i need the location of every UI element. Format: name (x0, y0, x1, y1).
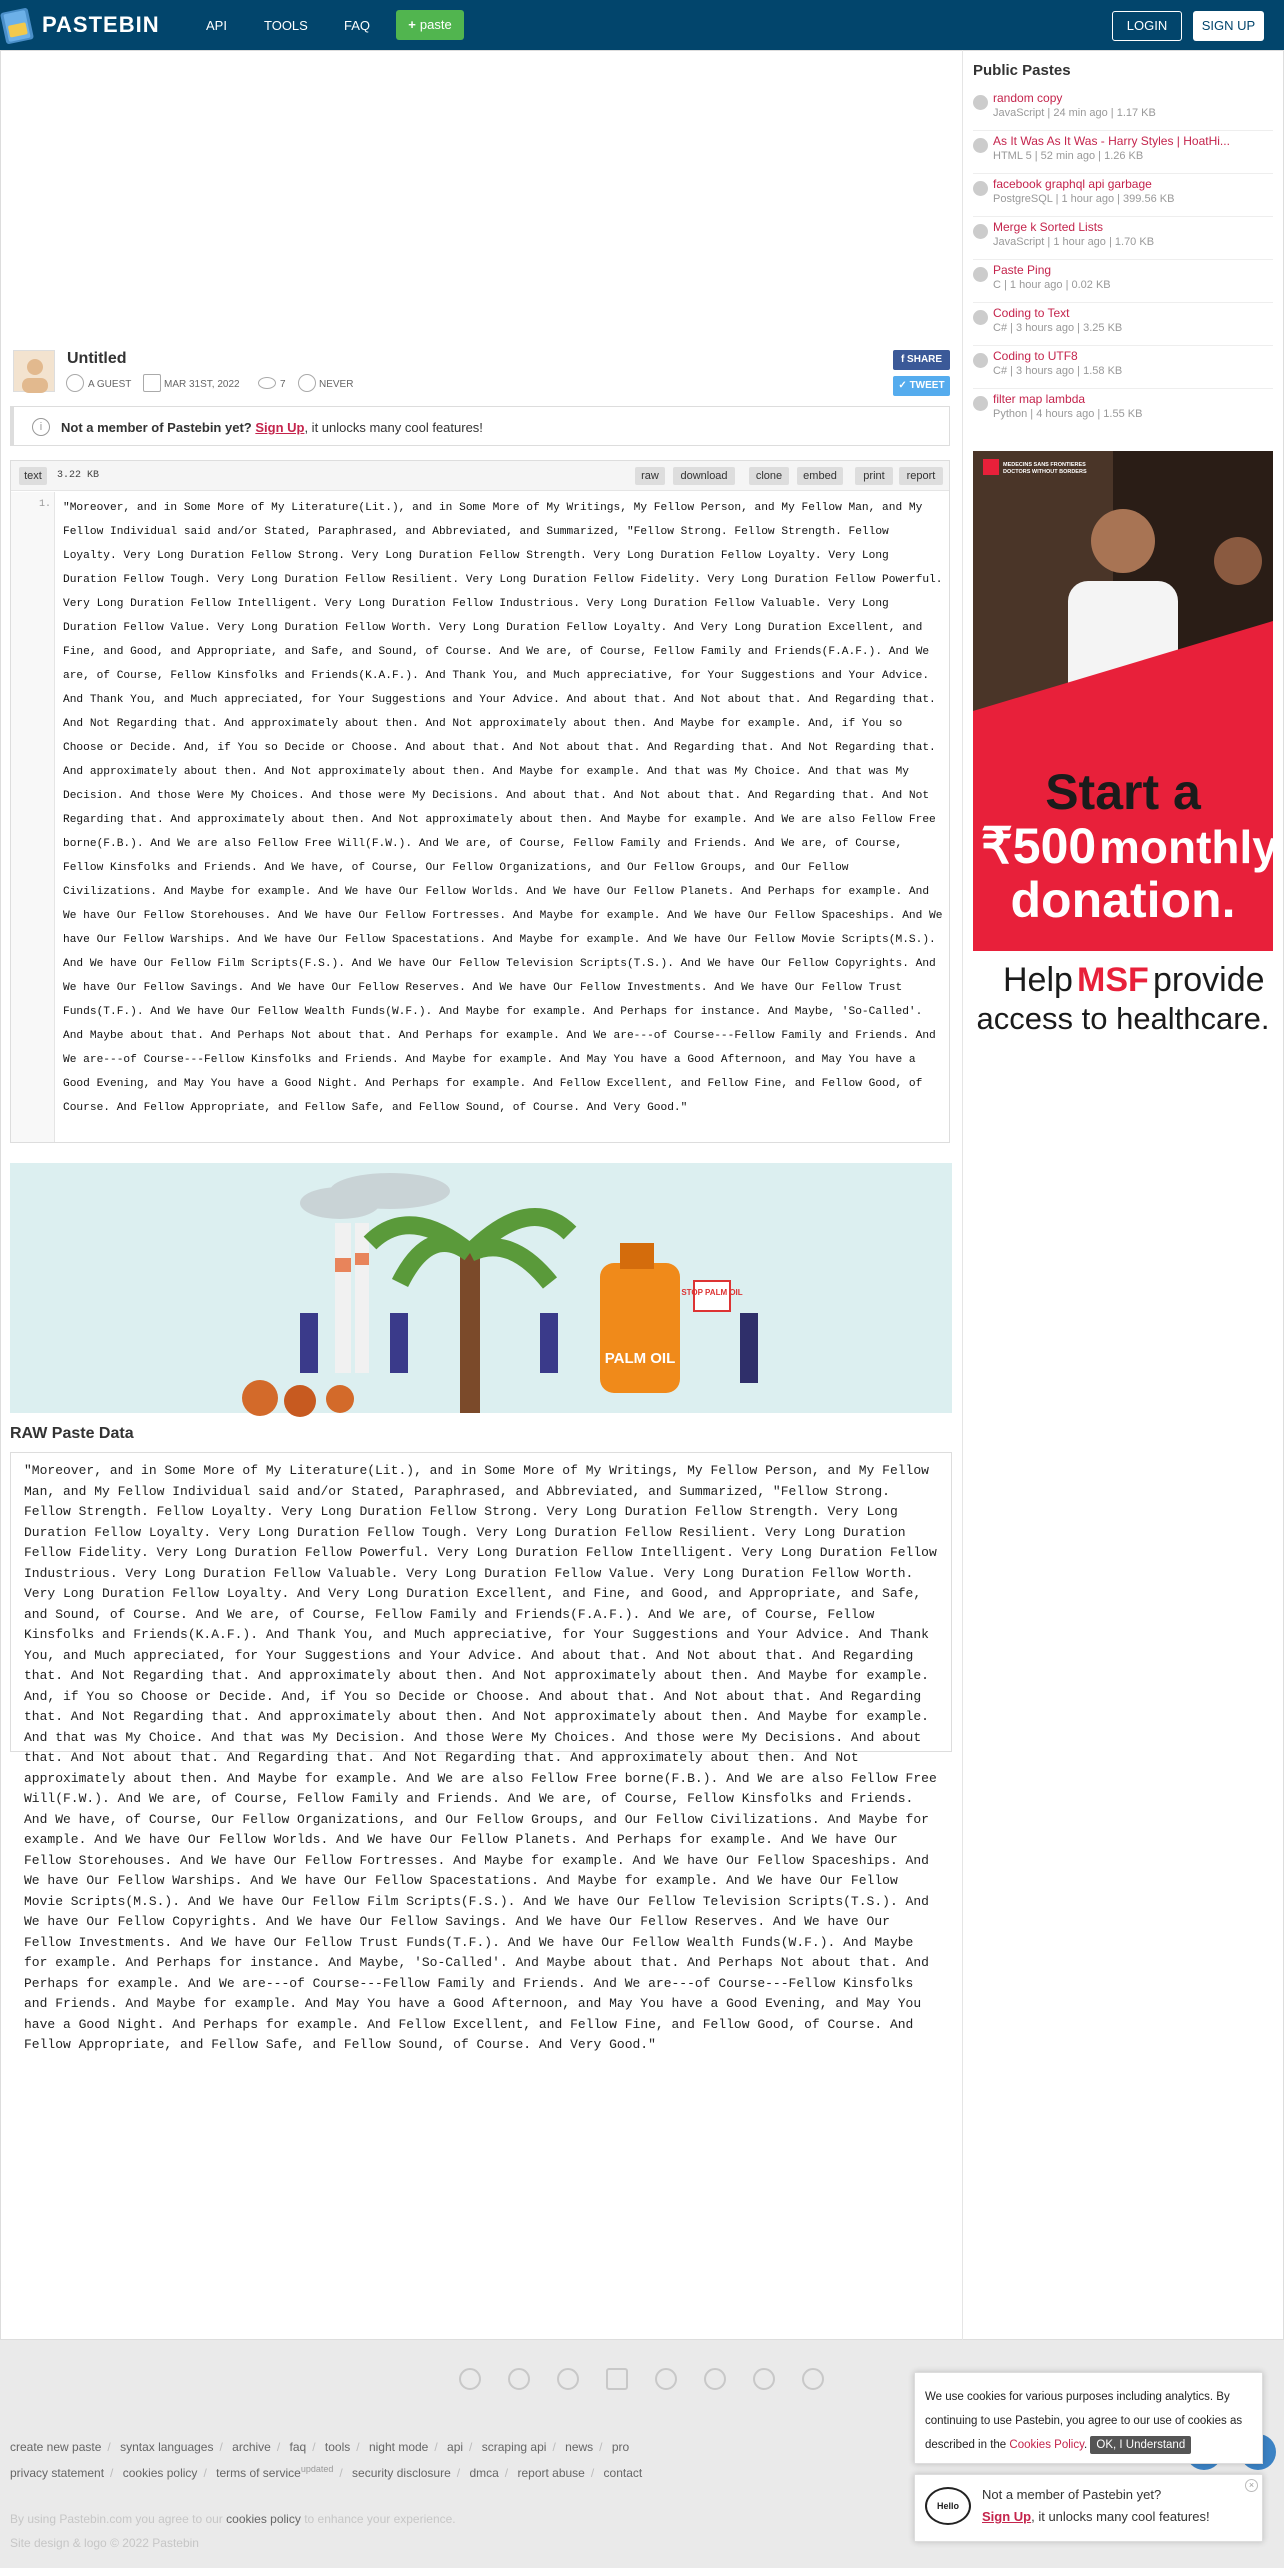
public-paste-name[interactable]: filter map lambda (993, 392, 1086, 406)
paste-content[interactable]: "Moreover, and in Some More of My Literature(Lit.), and in Some More of My Writings, My Fellow Person, and My Fellow Man, and My Fellow Individual said and/or Stated, Paraphrased, and Abbreviated, and Summarized, "Fellow Strong. Fellow Strength. Fellow Loyalty. Very Long Duration Fellow Strong. Very Long Duration Fellow Strength. Very Long Duration Fellow Loyalty. Very Long Duration Fellow Tough. Very Long Duration Fellow Resilient. Very Long Duration Fellow Fidelity. Very Long Duration Fellow Powerful. Very Long Duration Fellow Intelligent. Very Long Duration Fellow Industrious. Very Long Duration Fellow Valuable. Very Long Duration Fellow Value. Very Long Duration Fellow Worth. Very Long Duration Fellow Loyalty. And Very Long Duration Excellent, and Fine, and Good, and Appropriate, and Safe, and Sound, of Course. And We are, of Course, Fellow Family and Friends(F.A.F.). And We are, of Course, Fellow Kinsfolks and Friends(K.A.F.). And Thank You, and Much appreciative, for Your Suggestions and Your Advice. And Thank You, and Much appreciated, for Your Suggestions and Your Advice. And about that. And Not about that. And Regarding that. And Not Regarding that. And approximately about then. And Not approximately about then. And Maybe for example. And, if You so Choose or Decide. And, if You so Decide or Choose. And about that. And Not about that. And Regarding that. And Not Regarding that. And approximately about then. And Not approximately about then. And Maybe for example. And that was My Choice. And that was My Decision. And those Were My Choices. And those were My Decisions. And about that. And Not about that. And Regarding that. And Not Regarding that. And approximately about then. And Not approximately about then. And Maybe for example. And We are also Fellow Free borne(F.B.). And We are also Fellow Free Will(F.W.). And We are, of Course, Fellow Family and Friends. And We are, of Course, Fellow Kinsfolks and Friends. And We have, of Course, Our Fellow Organizations, and Our Fellow Groups, and Our Fellow Civilizations. And Maybe for example. And We have Our Fellow Worlds. And We have Our Fellow Planets. And Perhaps for example. And We have Our Fellow Storehouses. And We have Our Fellow Fortresses. And Maybe for example. And We have Our Fellow Spaceships. And We have Our Fellow Warships. And We have Our Fellow Spacestations. And Maybe for example. And We have Our Fellow Movie Scripts(M.S.). And We have Our Fellow Film Scripts(F.S.). And We have Our Fellow Television Scripts(T.S.). And We have Our Fellow Copyrights. And We have Our Fellow Savings. And We have Our Fellow Reserves. And We have Our Fellow Investments. And We have Our Fellow Trust Funds(T.F.). And We have Our Fellow Wealth Funds(W.F.). And Maybe for example. And Perhaps for instance. And Maybe, 'So-Called'. And Maybe about that. And Perhaps Not about that. And Perhaps for example. And We are---of Course---Fellow Family and Friends. And We are---of Course---Fellow Kinsfolks and Friends. And Maybe for example. And May You have a Good Afternoon, and May You have a Good Evening, and May You have a Good Night. And Perhaps for example. And Fellow Excellent, and Fellow Fine, and Fellow Good, of Course. And Fellow Appropriate, and Fellow Safe, and Fellow Sound, of Course. And Very Good." (63, 502, 943, 1114)
paste-author[interactable]: A GUEST (88, 379, 132, 390)
public-paste-meta: PostgreSQL | 1 hour ago | 399.56 KB (993, 193, 1175, 205)
embed-button[interactable]: embed (797, 467, 843, 485)
download-button[interactable]: download (673, 467, 735, 485)
raw-button[interactable]: raw (635, 467, 665, 485)
eye-icon (258, 377, 276, 389)
ad-org-line2: DOCTORS WITHOUT BORDERS (1003, 469, 1087, 475)
hello-bubble-icon: Hello (925, 2487, 971, 2525)
msf-donation-ad[interactable] (973, 451, 1278, 1036)
paste-globe-icon (973, 396, 988, 411)
nav-api[interactable]: API (206, 18, 227, 33)
public-paste-name[interactable]: As It Was As It Was - Harry Styles | HoatHi... (993, 134, 1230, 148)
signup-button[interactable]: SIGN UP (1193, 11, 1264, 41)
footer-link-terms-of-service[interactable]: terms of service (216, 2466, 301, 2480)
login-button[interactable]: LOGIN (1112, 11, 1182, 41)
notice-lead: Not a member of Pastebin yet? (61, 420, 252, 435)
footer-legal (10, 2512, 456, 2526)
paste-globe-icon (973, 224, 988, 239)
cookie-ok-button[interactable]: OK, I Understand (1090, 2436, 1191, 2454)
calendar-icon (143, 374, 161, 392)
firefox-icon[interactable] (508, 2368, 530, 2390)
facebook-icon: f (900, 354, 908, 365)
report-button[interactable]: report (899, 467, 943, 485)
ad-provide: provide (1153, 961, 1265, 999)
code-toolbar (11, 461, 949, 491)
footer-link-news[interactable]: news (565, 2440, 594, 2454)
print-button[interactable]: print (855, 467, 893, 485)
footer-link-pro[interactable]: pro (611, 2440, 630, 2454)
info-icon: i (32, 418, 50, 436)
plus-icon: + (408, 17, 416, 32)
guest-avatar (13, 350, 55, 392)
footer-link-api[interactable]: api (447, 2440, 464, 2454)
public-paste-item[interactable] (973, 306, 1273, 346)
footer-link-night-mode[interactable]: night mode (368, 2440, 429, 2454)
footer-link-tools[interactable]: tools (324, 2440, 351, 2454)
public-paste-item[interactable] (973, 263, 1273, 303)
user-icon (66, 374, 84, 392)
palm-oil-banner[interactable] (10, 1163, 952, 1413)
windows-icon[interactable] (606, 2368, 628, 2390)
line-number: 1. (39, 499, 52, 510)
ad-start-a: Start a (1045, 764, 1201, 820)
public-paste-meta: JavaScript | 24 min ago | 1.17 KB (993, 107, 1156, 119)
public-paste-item[interactable] (973, 220, 1273, 260)
raw-paste-text[interactable]: "Moreover, and in Some More of My Literature(Lit.), and in Some More of My Writings, My Fellow Person, and My Fellow Man, and My Fellow Individual said and/or Stated, Paraphrased, and Abbreviated, and Summarized, "Fellow Strong. Fellow Strength. Fellow Loyalty. Very Long Duration Fellow Strong. Very Long Duration Fellow Strength. Very Long Duration Fellow Loyalty. Very Long Duration Fellow Tough. Very Long Duration Fellow Resilient. Very Long Duration Fellow Fidelity. Very Long Duration Fellow Powerful. Very Long Duration Fellow Intelligent. Very Long Duration Fellow Industrious. Very Long Duration Fellow Valuable. Very Long Duration Fellow Value. Very Long Duration Fellow Worth. Very Long Duration Fellow Loyalty. And Very Long Duration Excellent, and Fine, and Good, and Appropriate, and Safe, and Sound, of Course. And We are, of Course, Fellow Family and Friends(F.A.F.). And We are, of Course, Fellow Kinsfolks and Friends(K.A.F.). And Thank You, and Much appreciative, for Your Suggestions and Your Advice. And Thank You, and Much appreciated, for Your Suggestions and Your Advice. And about that. And Not about that. And Regarding that. And Not Regarding that. And approximately about then. And Not approximately about then. And Maybe for example. And, if You so Choose or Decide. And, if You so Decide or Choose. And about that. And Not about that. And Regarding that. And Not Regarding that. And approximately about then. And Not approximately about then. And Maybe for example. And that was My Choice. And that was My Decision. And those Were My Choices. And those were My Decisions. And about that. And Not about that. And Regarding that. And Not Regarding that. And approximately about then. And Not approximately about then. And Maybe for example. And We are also Fellow Free borne(F.B.). And We are also Fellow Free Will(F.W.). And We are, of Course, Fellow Family and Friends. And We are, of Course, Fellow Kinsfolks and Friends. And We have, of Course, Our Fellow Organizations, and Our Fellow Groups, and Our Fellow Civilizations. And Maybe for example. And We have Our Fellow Worlds. And We have Our Fellow Planets. And Perhaps for example. And We have Our Fellow Storehouses. And We have Our Fellow Fortresses. And Maybe for example. And We have Our Fellow Spaceships. And We have Our Fellow Warships. And We have Our Fellow Spacestations. And Maybe for example. And We have Our Fellow Movie Scripts(M.S.). And We have Our Fellow Film Scripts(F.S.). And We have Our Fellow Television Scripts(T.S.). And We have Our Fellow Copyrights. And We have Our Fellow Savings. And We have Our Fellow Reserves. And We have Our Fellow Investments. And We have Our Fellow Trust Funds(T.F.). And We have Our Fellow Wealth Funds(W.F.). And Maybe for example. And Perhaps for instance. And Maybe, 'So-Called'. And Maybe about that. And Perhaps Not about that. And Perhaps for example. And We are---of Course---Fellow Family and Friends. And We are---of Course---Fellow Kinsfolks and Friends. And Maybe for example. And May You have a Good Afternoon, and May You have a Good Evening, and May You have a Good Night. And Perhaps for example. And Fellow Excellent, and Fellow Fine, and Fellow Good, of Course. And Fellow Appropriate, and Fellow Safe, and Fellow Sound, of Course. And Very Good." (24, 1463, 937, 2052)
paste-globe-icon (973, 138, 988, 153)
footer-link-create-new-paste[interactable]: create new paste (10, 2440, 102, 2454)
footer-links-row1: create new paste / syntax languages / archive / faq / tools / night mode / api / scraping api / news / pro (10, 2440, 630, 2454)
nav-faq[interactable]: FAQ (344, 18, 371, 33)
nav-tools[interactable]: TOOLS (264, 18, 308, 33)
pastebin-logo-icon[interactable] (0, 6, 40, 46)
cookie-consent: We use cookies for various purposes including analytics. By continuing to use Pastebin, you agree to our use of cookies as described in the Cookies Policy. OK, I Understand (914, 2372, 1263, 2464)
footer-link-syntax-languages[interactable]: syntax languages (120, 2440, 214, 2454)
public-paste-item[interactable] (973, 91, 1273, 131)
ad-monthly: monthly (1099, 821, 1278, 873)
ad-amount: ₹500 (981, 818, 1097, 874)
footer-copyright: Site design & logo © 2022 Pastebin (10, 2536, 199, 2550)
ios-icon[interactable] (557, 2368, 579, 2390)
legal-post: to enhance your experience. (304, 2512, 456, 2526)
sidebar-divider (962, 50, 963, 2340)
public-paste-name[interactable]: Coding to Text (993, 306, 1070, 320)
public-paste-name[interactable]: Coding to UTF8 (993, 349, 1078, 363)
footer-link-faq[interactable]: faq (289, 2440, 307, 2454)
cookie-text: We use cookies for various purposes including analytics. By continuing to use Pastebin, you agree to our use of cookies as described in the (925, 2391, 1243, 2451)
ad-donation: donation. (1010, 872, 1236, 928)
ad-access: access to healthcare. (976, 1001, 1270, 1036)
brand-name[interactable]: PASTEBIN (42, 12, 160, 37)
public-paste-item[interactable] (973, 392, 1273, 432)
paste-globe-icon (973, 181, 988, 196)
public-paste-name[interactable]: Merge k Sorted Lists (993, 220, 1104, 234)
cookie-policy-link[interactable]: Cookies Policy (1009, 2439, 1084, 2451)
new-paste-label: paste (419, 17, 452, 32)
line-gutter (11, 492, 55, 1142)
notice-signup-link[interactable]: Sign Up (255, 420, 305, 435)
public-paste-item[interactable] (973, 177, 1273, 217)
paste-globe-icon (973, 310, 988, 325)
signup-notice (10, 406, 950, 446)
paste-globe-icon (973, 353, 988, 368)
paste-globe-icon (973, 267, 988, 282)
footer-link-contact[interactable]: contact (603, 2466, 643, 2480)
public-paste-name[interactable]: facebook graphql api garbage (993, 177, 1152, 191)
new-paste-button[interactable] (396, 10, 464, 40)
twitter-icon: ✓ (898, 380, 910, 391)
opera-icon[interactable] (753, 2368, 775, 2390)
public-paste-meta: C# | 3 hours ago | 1.58 KB (993, 365, 1123, 377)
public-paste-meta: C# | 3 hours ago | 3.25 KB (993, 322, 1123, 334)
legal-pre: By using Pastebin.com you agree to our (10, 2512, 223, 2526)
mac-icon[interactable] (704, 2368, 726, 2390)
public-paste-item[interactable] (973, 349, 1273, 389)
syntax-badge[interactable]: text (19, 467, 47, 485)
footer-link-privacy-statement[interactable]: privacy statement (10, 2466, 105, 2480)
paste-views: 7 (280, 379, 286, 390)
public-paste-meta: HTML 5 | 52 min ago | 1.26 KB (993, 150, 1144, 162)
ad-org-line1: MEDECINS SANS FRONTIERES (1003, 462, 1086, 468)
raw-paste-box[interactable] (10, 1452, 952, 2052)
footer-link-dmca[interactable]: dmca (469, 2466, 499, 2480)
ad-msf: MSF (1077, 961, 1149, 999)
signup-promo-popup (914, 2474, 1263, 2542)
paste-title: Untitled (67, 350, 127, 367)
public-paste-name[interactable]: random copy (993, 91, 1063, 105)
linux-icon[interactable] (802, 2368, 824, 2390)
paste-expiry: NEVER (319, 379, 354, 390)
updated-badge: updated (300, 2464, 334, 2474)
footer-links-row2: privacy statement / cookies policy / terms of service$^{updated}$ / security disclosure / dmca / report abuse / contact (10, 2464, 643, 2480)
public-paste-meta: C | 1 hour ago | 0.02 KB (993, 279, 1111, 291)
bottle-label: PALM OIL (604, 1350, 676, 1367)
close-icon[interactable]: × (1245, 2479, 1258, 2492)
notice-rest: , it unlocks many cool features! (304, 420, 483, 435)
promo-rest: , it unlocks many cool features! (1031, 2509, 1210, 2524)
raw-paste-title: RAW Paste Data (10, 1425, 134, 1442)
footer-link-report-abuse[interactable]: report abuse (517, 2466, 585, 2480)
public-paste-meta: JavaScript | 1 hour ago | 1.70 KB (993, 236, 1155, 248)
share-label: SHARE (907, 354, 943, 365)
footer-link-archive[interactable]: archive (232, 2440, 271, 2454)
paste-date: MAR 31ST, 2022 (164, 379, 240, 390)
paste-size: 3.22 KB (57, 470, 100, 481)
public-paste-name[interactable]: Paste Ping (993, 263, 1052, 277)
paste-code-box (10, 460, 950, 1143)
public-pastes-title: Public Pastes (973, 62, 1071, 79)
public-paste-meta: Python | 4 hours ago | 1.55 KB (993, 408, 1143, 420)
promo-signup-link[interactable]: Sign Up (982, 2509, 1032, 2524)
android-icon[interactable] (655, 2368, 677, 2390)
twitter-share-button[interactable] (893, 376, 950, 396)
clock-icon (298, 374, 316, 392)
public-paste-item[interactable] (973, 134, 1273, 174)
promo-line1: Not a member of Pastebin yet? (982, 2487, 1162, 2502)
clone-button[interactable]: clone (749, 467, 789, 485)
tweet-label: TWEET (909, 380, 945, 391)
paste-globe-icon (973, 95, 988, 110)
facebook-share-button[interactable] (893, 350, 950, 370)
ad-help: Help (1003, 961, 1073, 999)
stop-sign-label: STOP PALM OIL (681, 1288, 743, 1297)
chrome-icon[interactable] (459, 2368, 481, 2390)
footer-link-scraping-api[interactable]: scraping api (481, 2440, 547, 2454)
footer-link-security-disclosure[interactable]: security disclosure (352, 2466, 451, 2480)
footer-link-cookies-policy[interactable]: cookies policy (122, 2466, 198, 2480)
top-header (0, 0, 1284, 50)
legal-cookies-link[interactable]: cookies policy (226, 2512, 301, 2526)
